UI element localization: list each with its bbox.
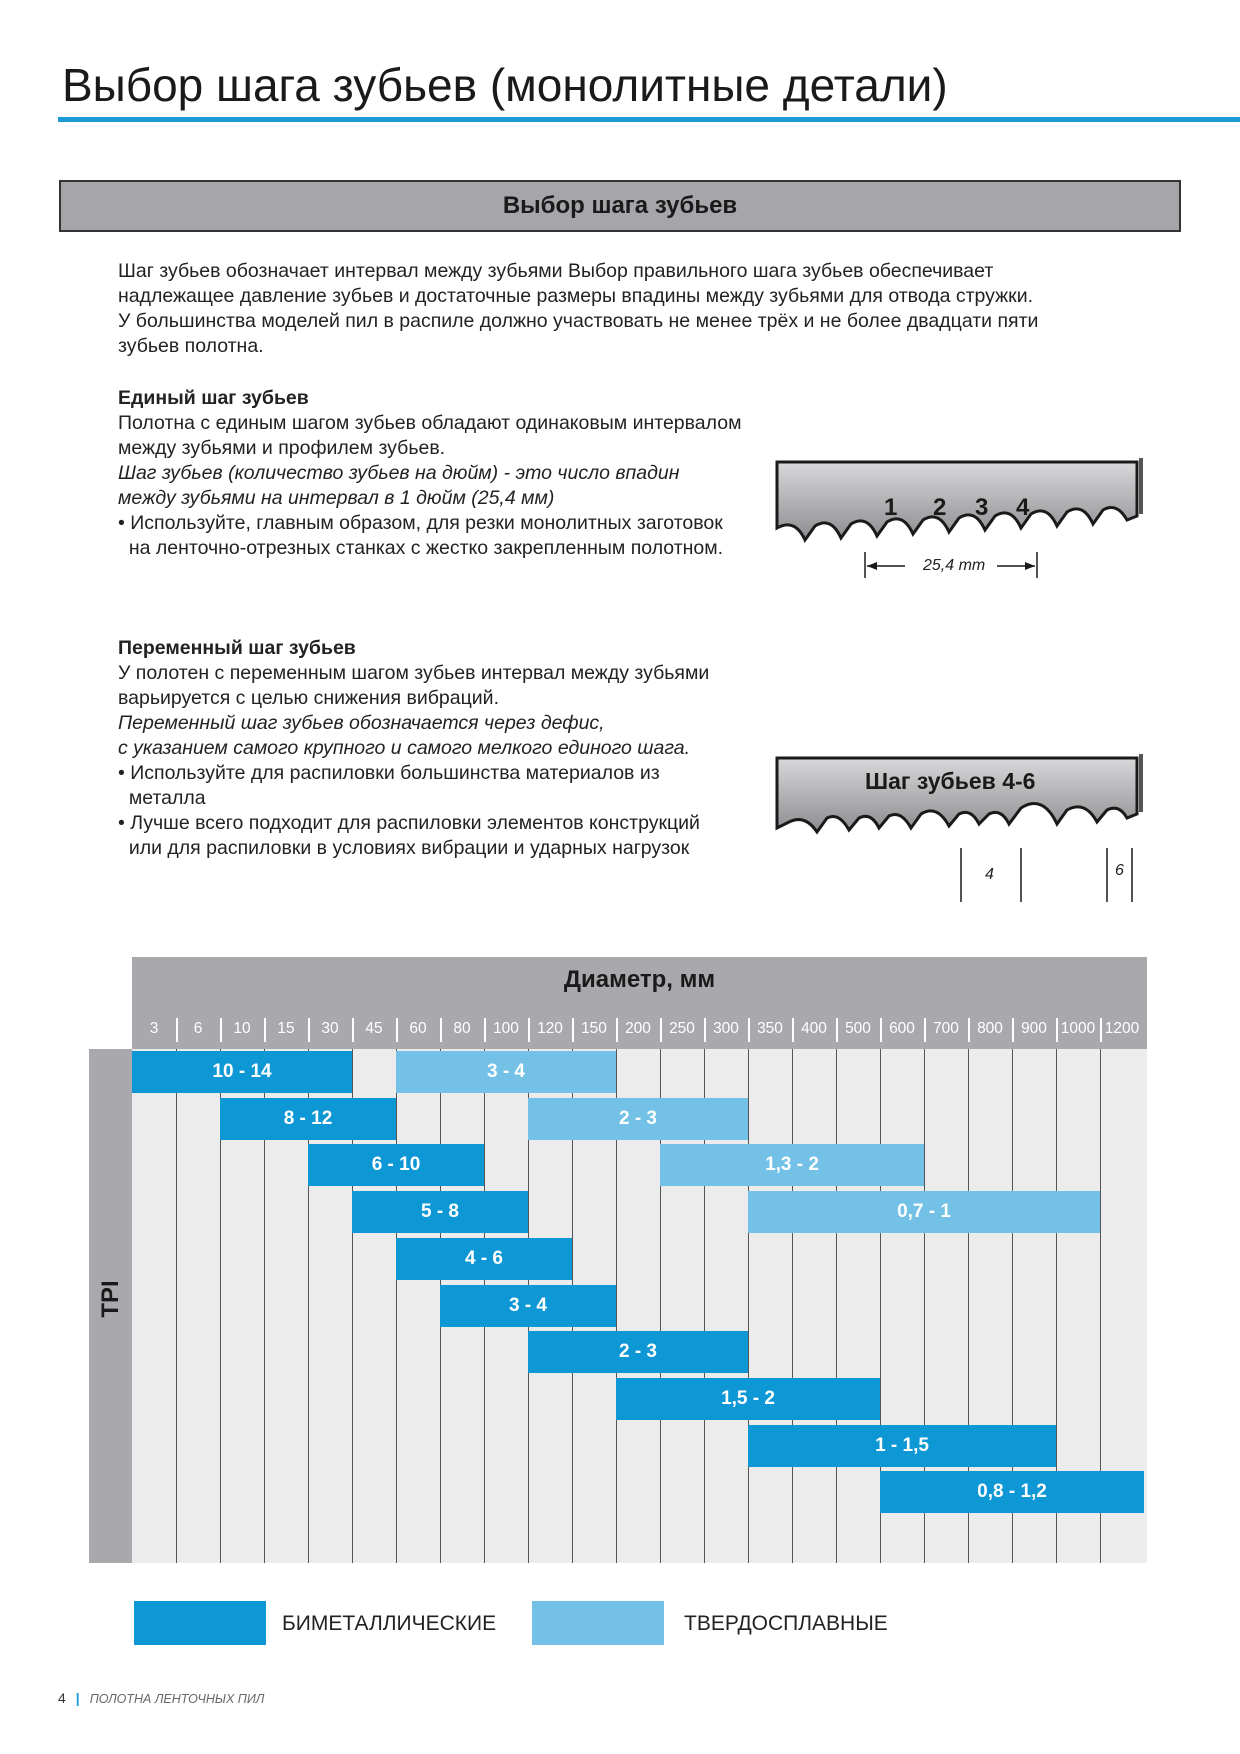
tick-separator xyxy=(220,1018,222,1042)
tick-separator xyxy=(572,1018,574,1042)
legend-label-carbide: ТВЕРДОСПЛАВНЫЕ xyxy=(684,1612,888,1635)
grid-line xyxy=(836,1049,837,1563)
footer-document-title: ПОЛОТНА ЛЕНТОЧНЫХ ПИЛ xyxy=(89,1692,265,1706)
tick-separator xyxy=(440,1018,442,1042)
grid-line xyxy=(176,1049,177,1563)
legend-swatch-carbide xyxy=(532,1601,664,1645)
legend-swatch-bimetal xyxy=(134,1601,266,1645)
variable-pitch-definition: с указанием самого крупного и самого мелкого единого шага. xyxy=(118,737,690,759)
diameter-tick-label: 45 xyxy=(365,1020,383,1037)
intro-paragraph xyxy=(118,259,1038,359)
diameter-tick-label: 3 xyxy=(149,1020,159,1037)
tooth-number: 2 xyxy=(933,494,947,521)
single-pitch-line: между зубьями и профилем зубьев. xyxy=(118,437,446,459)
diameter-tick-label: 600 xyxy=(889,1020,915,1037)
variable-pitch-definition: Переменный шаг зубьев обозначается через дефис, xyxy=(118,712,605,734)
diameter-tick-label: 700 xyxy=(933,1020,959,1037)
chart-title: Диаметр, мм xyxy=(563,966,716,993)
tick-separator xyxy=(1012,1018,1014,1042)
tpi-axis-label: TPI xyxy=(97,1280,124,1318)
footer-separator: | xyxy=(75,1690,80,1706)
variable-pitch-section xyxy=(118,636,709,861)
single-pitch-section xyxy=(118,386,741,561)
grid-line xyxy=(396,1049,397,1563)
tpi-band: 3 - 4 xyxy=(440,1285,616,1327)
diameter-tick-label: 200 xyxy=(625,1020,651,1037)
tpi-band: 2 - 3 xyxy=(528,1098,748,1140)
section-header xyxy=(59,180,1181,232)
diameter-tick-label: 1200 xyxy=(1104,1020,1140,1037)
tick-separator xyxy=(880,1018,882,1042)
tick-separator xyxy=(264,1018,266,1042)
tpi-band: 1,3 - 2 xyxy=(660,1144,924,1186)
diameter-tick-label: 900 xyxy=(1021,1020,1047,1037)
tick-separator xyxy=(484,1018,486,1042)
single-pitch-definition: между зубьями на интервал в 1 дюйм (25,4 мм) xyxy=(118,487,555,509)
page-title: Выбор шага зубьев (монолитные детали) xyxy=(62,59,948,111)
single-pitch-line: Полотна с единым шагом зубьев обладают одинаковым интервалом xyxy=(118,412,742,434)
grid-line xyxy=(792,1049,793,1563)
page-footer xyxy=(58,1690,264,1706)
diameter-tick-label: 30 xyxy=(321,1020,339,1037)
diameter-tick-label: 60 xyxy=(409,1020,427,1037)
diameter-tick-label: 1000 xyxy=(1060,1020,1096,1037)
tick-separator xyxy=(660,1018,662,1042)
tick-separator xyxy=(704,1018,706,1042)
tpi-band: 0,8 - 1,2 xyxy=(880,1471,1144,1513)
tick-separator xyxy=(924,1018,926,1042)
section-title: Выбор шага зубьев xyxy=(502,192,738,219)
tick-separator xyxy=(968,1018,970,1042)
page-number: 4 xyxy=(58,1690,66,1706)
tick-separator xyxy=(308,1018,310,1042)
variable-pitch-line: варьируется с целью снижения вибраций. xyxy=(118,687,499,709)
diameter-tick-label: 10 xyxy=(233,1020,251,1037)
single-pitch-bullet: на ленточно-отрезных станках с жестко закрепленным полотном. xyxy=(118,537,724,559)
intro-line: Шаг зубьев обозначает интервал между зубьями Выбор правильного шага зубьев обеспечивает xyxy=(118,260,994,282)
diameter-tick-label: 400 xyxy=(801,1020,827,1037)
tpi-band: 1,5 - 2 xyxy=(616,1378,880,1420)
intro-line: У большинства моделей пил в распиле должно участвовать не менее трёх и не более двадцати пяти xyxy=(118,310,1039,332)
tooth-number: 3 xyxy=(975,494,989,521)
diameter-tick-label: 800 xyxy=(977,1020,1003,1037)
variable-pitch-line: У полотен с переменным шагом зубьев интервал между зубьями xyxy=(118,662,710,684)
tick-separator xyxy=(616,1018,618,1042)
tpi-band: 3 - 4 xyxy=(396,1051,616,1093)
diameter-tick-label: 15 xyxy=(277,1020,295,1037)
tick-separator xyxy=(1056,1018,1058,1042)
single-pitch-blade-figure xyxy=(775,456,1145,586)
single-pitch-heading: Единый шаг зубьев xyxy=(118,387,309,409)
single-pitch-bullet: • Используйте, главным образом, для резки монолитных заготовок xyxy=(118,512,723,534)
legend-label-bimetal: БИМЕТАЛЛИЧЕСКИЕ xyxy=(282,1612,497,1635)
pitch-mark-6: 6 xyxy=(1115,862,1124,879)
diameter-tick-label: 100 xyxy=(493,1020,519,1037)
tpi-band: 4 - 6 xyxy=(396,1238,572,1280)
tpi-band: 0,7 - 1 xyxy=(748,1191,1100,1233)
diameter-tick-label: 6 xyxy=(193,1020,203,1037)
variable-pitch-blade-figure xyxy=(775,752,1145,912)
tick-separator xyxy=(1100,1018,1102,1042)
intro-line: зубьев полотна. xyxy=(118,335,264,357)
tpi-band: 10 - 14 xyxy=(132,1051,352,1093)
variable-pitch-bullet: • Лучше всего подходит для распиловки элементов конструкций xyxy=(118,812,700,834)
variable-pitch-heading: Переменный шаг зубьев xyxy=(118,637,356,659)
diameter-tick-label: 350 xyxy=(757,1020,783,1037)
tooth-number: 4 xyxy=(1016,494,1030,521)
diameter-tick-label: 150 xyxy=(581,1020,607,1037)
tick-separator xyxy=(792,1018,794,1042)
tooth-number: 1 xyxy=(884,494,898,521)
variable-pitch-bullet: металла xyxy=(118,787,206,809)
variable-pitch-label: Шаг зубьев 4-6 xyxy=(865,768,1036,794)
tick-separator xyxy=(528,1018,530,1042)
tpi-band: 5 - 8 xyxy=(352,1191,528,1233)
dimension-label: 25,4 mm xyxy=(923,557,986,574)
title-underline xyxy=(58,117,1240,122)
diameter-tick-label: 500 xyxy=(845,1020,871,1037)
diameter-tick-label: 120 xyxy=(537,1020,563,1037)
tpi-band: 2 - 3 xyxy=(528,1331,748,1373)
tpi-band: 6 - 10 xyxy=(308,1144,484,1186)
intro-line: надлежащее давление зубьев и достаточные размеры впадины между зубьями для отвода стружки. xyxy=(118,285,1034,307)
tick-separator xyxy=(836,1018,838,1042)
grid-line xyxy=(748,1049,749,1563)
tick-separator xyxy=(396,1018,398,1042)
pitch-mark-4: 4 xyxy=(985,866,994,883)
tpi-band: 1 - 1,5 xyxy=(748,1425,1056,1467)
single-pitch-definition: Шаг зубьев (количество зубьев на дюйм) - это число впадин xyxy=(118,462,680,484)
tick-separator xyxy=(352,1018,354,1042)
diameter-tick-label: 250 xyxy=(669,1020,695,1037)
variable-pitch-bullet: • Используйте для распиловки большинства материалов из xyxy=(118,762,660,784)
diameter-tick-label: 300 xyxy=(713,1020,739,1037)
tpi-band: 8 - 12 xyxy=(220,1098,396,1140)
diameter-tick-label: 80 xyxy=(453,1020,471,1037)
variable-pitch-bullet: или для распиловки в условиях вибрации и ударных нагрузок xyxy=(118,837,690,859)
tick-separator xyxy=(176,1018,178,1042)
tick-separator xyxy=(748,1018,750,1042)
